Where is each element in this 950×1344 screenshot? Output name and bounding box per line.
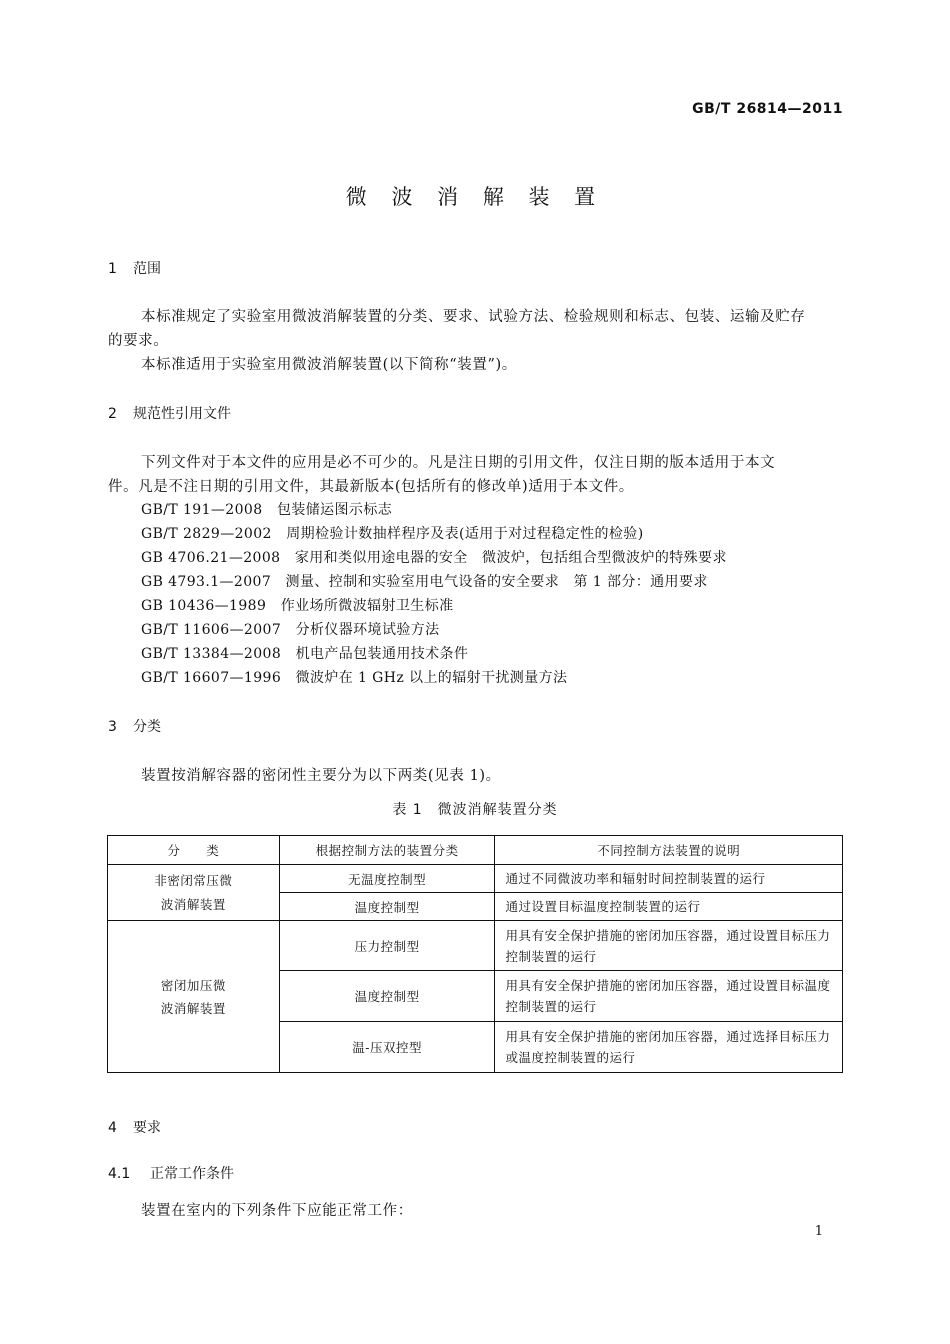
reference-code: GB 10436—1989 (141, 598, 267, 614)
section-number: 3 (108, 719, 117, 735)
table-header-cell: 根据控制方法的装置分类 (279, 836, 495, 865)
reference-title: 机电产品包装通用技术条件 (295, 646, 469, 662)
reference-title: 作业场所微波辐射卫生标准 (280, 598, 454, 614)
category-cell (108, 865, 280, 921)
description-cell: 通过不同微波功率和辐射时间控制装置的运行 (495, 865, 843, 893)
section-4-1-heading (108, 1163, 234, 1183)
reference-item (141, 571, 708, 591)
table-row (108, 865, 843, 893)
section-number: 2 (108, 406, 117, 422)
standard-number: GB/T 26814—2011 (692, 101, 843, 117)
reference-code: GB/T 2829—2002 (141, 526, 272, 542)
section-number: 1 (108, 261, 117, 277)
page-number: 1 (814, 1224, 823, 1239)
method-cell: 压力控制型 (279, 921, 495, 971)
category-cell (108, 921, 280, 1073)
table-header-cell: 分 类 (108, 836, 280, 865)
section-title: 规范性引用文件 (133, 406, 231, 422)
section-number: 4.1 (108, 1166, 131, 1182)
reference-title: 微波炉在 1 GHz 以上的辐射干扰测量方法 (295, 670, 568, 686)
section-3-paragraph: 装置按消解容器的密闭性主要分为以下两类(见表 1)。 (141, 768, 501, 784)
category-line: 波消解装置 (160, 896, 226, 912)
section-1-paragraph-1-line-2: 的要求。 (108, 333, 169, 349)
reference-title: 周期检验计数抽样程序及表(适用于对过程稳定性的检验) (286, 526, 644, 542)
section-4-heading (108, 1117, 161, 1137)
reference-item (141, 547, 727, 567)
category-line: 密闭加压微 (160, 977, 226, 993)
reference-item (141, 523, 644, 543)
reference-title: 家用和类似用途电器的安全 微波炉，包括组合型微波炉的特殊要求 (294, 550, 727, 566)
method-cell: 温度控制型 (279, 893, 495, 921)
reference-title: 分析仪器环境试验方法 (295, 622, 440, 638)
reference-code: GB/T 13384—2008 (141, 646, 282, 662)
reference-item (141, 619, 440, 639)
classification-table (107, 835, 843, 1073)
description-cell: 通过设置目标温度控制装置的运行 (495, 893, 843, 921)
description-cell: 用具有安全保护措施的密闭加压容器，通过选择目标压力或温度控制装置的运行 (495, 1022, 843, 1073)
method-cell: 无温度控制型 (279, 865, 495, 893)
section-title: 要求 (133, 1120, 161, 1136)
table-row (108, 921, 843, 971)
reference-title: 包装储运图示标志 (276, 502, 393, 518)
category-line: 波消解装置 (160, 1000, 226, 1016)
section-1-heading (108, 258, 161, 278)
section-4-1-paragraph: 装置在室内的下列条件下应能正常工作： (141, 1203, 413, 1219)
section-number: 4 (108, 1120, 117, 1136)
reference-code: GB 4793.1—2007 (141, 574, 272, 590)
description-cell: 用具有安全保护措施的密闭加压容器，通过设置目标温度控制装置的运行 (495, 971, 843, 1022)
section-title: 正常工作条件 (150, 1166, 234, 1182)
section-1-paragraph-2: 本标准适用于实验室用微波消解装置(以下简称“装置”)。 (141, 357, 517, 373)
section-1-paragraph-1-line-1: 本标准规定了实验室用微波消解装置的分类、要求、试验方法、检验规则和标志、包装、运输及贮存 (141, 309, 806, 325)
table-caption: 表 1 微波消解装置分类 (392, 802, 558, 818)
reference-item (141, 643, 468, 663)
table-header-row (108, 836, 843, 865)
reference-code: GB/T 11606—2007 (141, 622, 282, 638)
reference-item (141, 499, 392, 519)
description-cell: 用具有安全保护措施的密闭加压容器，通过设置目标压力控制装置的运行 (495, 921, 843, 971)
reference-title: 测量、控制和实验室用电气设备的安全要求 第 1 部分：通用要求 (285, 574, 708, 590)
method-cell: 温-压双控型 (279, 1022, 495, 1073)
section-title: 范围 (133, 261, 161, 277)
reference-item (141, 667, 567, 687)
reference-code: GB/T 16607—1996 (141, 670, 282, 686)
document-title: 微 波 消 解 装 置 (345, 185, 605, 209)
method-cell: 温度控制型 (279, 971, 495, 1022)
section-title: 分类 (133, 719, 161, 735)
reference-code: GB/T 191—2008 (141, 502, 263, 518)
section-2-paragraph-line-1: 下列文件对于本文件的应用是必不可少的。凡是注日期的引用文件，仅注日期的版本适用于本文 (141, 455, 776, 471)
reference-item (141, 595, 454, 615)
table-header-cell: 不同控制方法装置的说明 (495, 836, 843, 865)
reference-code: GB 4706.21—2008 (141, 550, 281, 566)
section-2-heading (108, 403, 231, 423)
section-3-heading (108, 716, 161, 736)
section-2-paragraph-line-2: 件。凡是不注日期的引用文件，其最新版本(包括所有的修改单)适用于本文件。 (108, 479, 634, 495)
category-line: 非密闭常压微 (154, 872, 233, 888)
